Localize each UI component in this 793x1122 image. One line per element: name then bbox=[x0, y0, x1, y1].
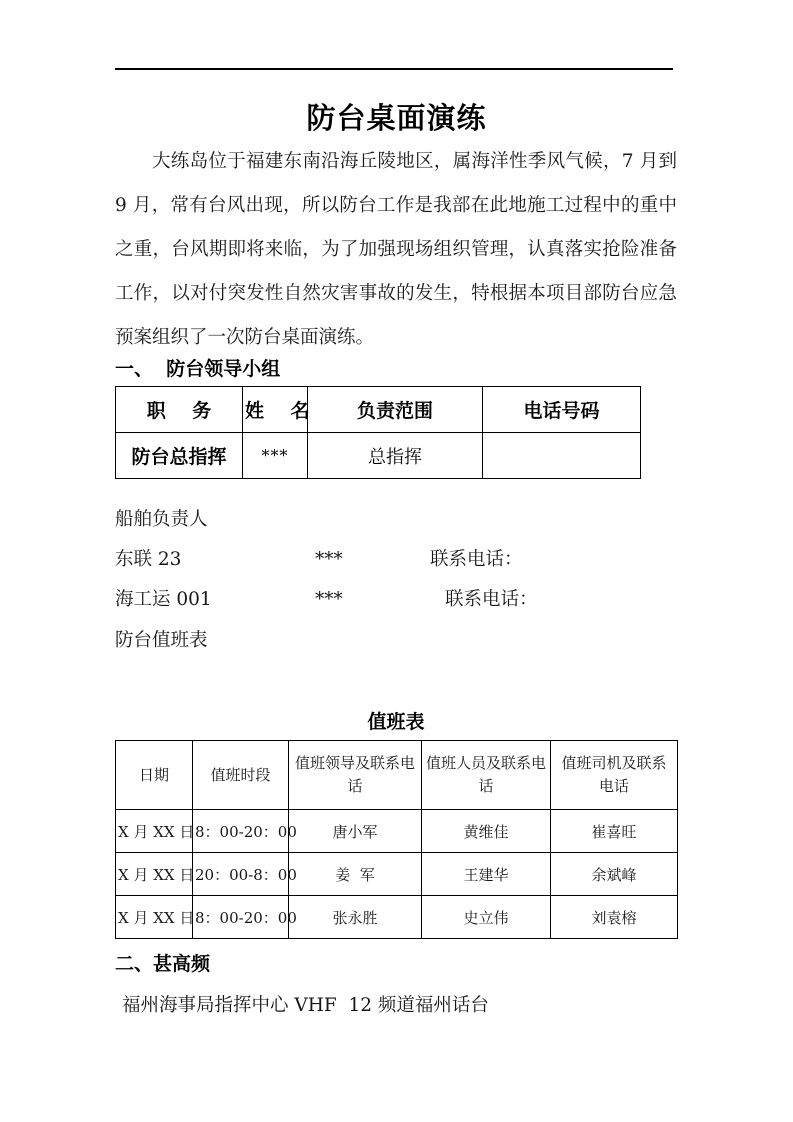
page-title: 防台桌面演练 bbox=[306, 101, 487, 135]
leadership-group-table bbox=[115, 386, 641, 479]
cell-date: X 月 XX 日 bbox=[116, 896, 193, 939]
column-header-scope: 负责范围 bbox=[308, 387, 483, 433]
table-row bbox=[116, 853, 678, 896]
cell-scope: 总指挥 bbox=[308, 433, 483, 479]
intro-paragraph: 大练岛位于福建东南沿海丘陵地区，属海洋性季风气候，7 月到 9 月，常有台风出现，所以防台工作是我部在此地施工过程中的重中之重，台风期即将来临，为了加强现场组织管理，认真落实抢险准备工作，以对付突发性自然灾害事故的发生，特根据本项目部防台应急预案组织了一次防台桌面演练。 bbox=[115, 151, 677, 348]
vessel-name-one: 东联 23 bbox=[115, 549, 182, 570]
header-separator-rule bbox=[115, 68, 673, 70]
cell-name: *** bbox=[243, 433, 308, 479]
table-row bbox=[116, 896, 678, 939]
cell-date: X 月 XX 日 bbox=[116, 810, 193, 853]
column-header-shift: 值班时段 bbox=[193, 741, 289, 810]
table-header-row bbox=[116, 387, 641, 433]
vessel-entry-two bbox=[115, 585, 678, 611]
vessel-phone-label-two: 联系电话： bbox=[445, 589, 538, 610]
cell-staff: 王建华 bbox=[422, 853, 551, 896]
section-heading-one: 一、 防台领导小组 bbox=[115, 358, 281, 380]
cell-driver: 刘袁榕 bbox=[551, 896, 678, 939]
column-header-driver: 值班司机及联系电话 bbox=[551, 741, 678, 810]
column-header-staff: 值班人员及联系电话 bbox=[422, 741, 551, 810]
cell-leader: 姜 军 bbox=[289, 853, 422, 896]
cell-driver: 崔喜旺 bbox=[551, 810, 678, 853]
duty-roster-label: 防台值班表 bbox=[115, 630, 208, 651]
vessel-name-two: 海工运 001 bbox=[115, 589, 212, 610]
cell-leader: 唐小军 bbox=[289, 810, 422, 853]
column-header-leader: 值班领导及联系电话 bbox=[289, 741, 422, 810]
vessel-entry-one bbox=[115, 545, 678, 571]
cell-phone bbox=[483, 433, 641, 479]
cell-staff: 史立伟 bbox=[422, 896, 551, 939]
cell-shift: 20：00-8：00 bbox=[193, 853, 289, 896]
roster-table-title: 值班表 bbox=[367, 711, 425, 733]
duty-roster-table bbox=[115, 740, 678, 939]
cell-shift: 8：00-20：00 bbox=[193, 810, 289, 853]
column-header-position: 职 务 bbox=[116, 387, 243, 433]
section-heading-two: 二、甚高频 bbox=[115, 953, 211, 975]
column-header-phone: 电话号码 bbox=[483, 387, 641, 433]
table-row bbox=[116, 433, 641, 479]
cell-driver: 余斌峰 bbox=[551, 853, 678, 896]
cell-position: 防台总指挥 bbox=[116, 433, 243, 479]
vessel-stars-one: *** bbox=[315, 549, 343, 570]
cell-date: X 月 XX 日 bbox=[116, 853, 193, 896]
vessel-responsible-label: 船舶负责人 bbox=[115, 509, 208, 530]
vessel-phone-label-one: 联系电话： bbox=[430, 549, 523, 570]
cell-leader: 张永胜 bbox=[289, 896, 422, 939]
column-header-name: 姓 名 bbox=[243, 387, 308, 433]
column-header-date: 日期 bbox=[116, 741, 193, 810]
table-header-row bbox=[116, 741, 678, 810]
vhf-channel-line: 福州海事局指挥中心 VHF 12 频道福州话台 bbox=[122, 995, 489, 1016]
cell-shift: 8：00-20：00 bbox=[193, 896, 289, 939]
vessel-stars-two: *** bbox=[315, 589, 343, 610]
table-row bbox=[116, 810, 678, 853]
cell-staff: 黄维佳 bbox=[422, 810, 551, 853]
